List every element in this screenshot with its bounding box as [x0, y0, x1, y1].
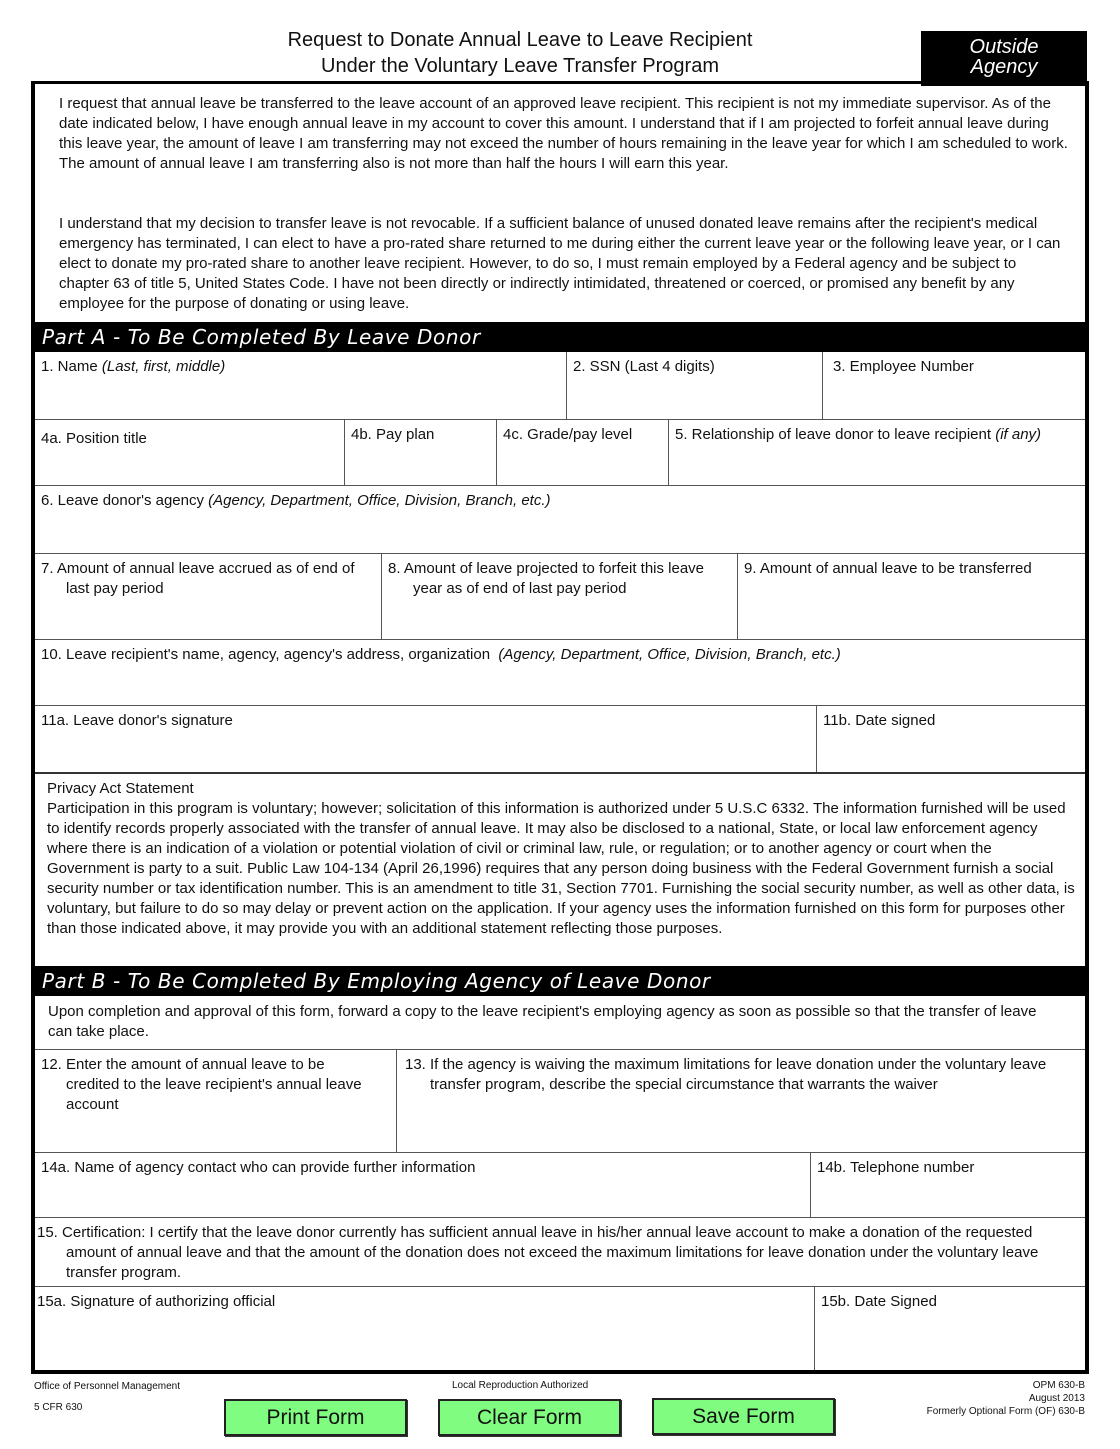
field-agency-contact[interactable] — [35, 1153, 811, 1218]
form-title-line2: Under the Voluntary Leave Transfer Program — [321, 55, 719, 77]
field-recipient-info[interactable] — [35, 640, 1085, 706]
field-leave-forfeit[interactable] — [382, 554, 738, 640]
field-donor-date-signed-label: 11b. Date signed — [823, 712, 936, 729]
clear-form-button[interactable]: Clear Form — [438, 1399, 621, 1436]
leave-accrued-input[interactable] — [41, 606, 375, 634]
intro-paragraph-1: I request that annual leave be transferred to the leave account of an approved leave recipient. This recipient is not my immediate supervisor. As of the date indicated below, I have enough annual leave in my account to cover this amount. I understand that if I am projected to forfeit annual leave during this leave year, the amount of leave I am transferring may not exceed the number of hours remaining in the leave year for which I am scheduled to work. The amount of annual leave I am transferring also is not more than half the hours I will earn this year. — [59, 95, 1068, 172]
field-grade-pay-level-label: 4c. Grade/pay level — [503, 426, 633, 443]
form-title-line1: Request to Donate Annual Leave to Leave Recipient — [287, 29, 753, 51]
privacy-body: Participation in this program is voluntary; however; solicitation of this information is authorized under 5 U.S.C 6332. The information furnished will be used to identify records properly associated with the transfer of annual leave. It may also be disclosed to a national, State, or local law enforcement agency where there is an indication of a violation or potential violation of civil or criminal law, rule, or regulation; or to another agency or court when the Government is party to a suit. Public Law 104-134 (April 26,1996) requires that any person doing business with the Federal Government furnish a social security number or tax identification number. This is an amendment to title 31, Section 7701. Furnishing the social security number, as well as other data, is voluntary, but failure to do so may delay or prevent action on the application. If your agency uses the information furnished on this form for purposes other than those indicated above, it may provide you with an additional statement reflecting those purposes. — [47, 800, 1075, 937]
field-leave-forfeit-label: 8. Amount of leave projected to forfeit this leave year as of end of last pay period — [388, 560, 705, 597]
field-waiver-circumstance-label: 13. If the agency is waiving the maximum limitations for leave donation under the voluntary leave transfer program, describe the special circumstance that warrants the waiver — [405, 1056, 1047, 1093]
privacy-heading: Privacy Act Statement — [47, 780, 194, 797]
print-form-button[interactable]: Print Form — [224, 1399, 407, 1436]
footer-form-date: August 2013 — [1028, 1393, 1085, 1404]
intro-paragraph-2: I understand that my decision to transfer leave is not revocable. If a sufficient balance of unused donated leave remains after the recipient's medical emergency has terminated, I can elect to have a pro-rated share returned to me during either the current leave year or the following leave year, or I can elect to donate my pro-rated share to another leave recipient. However, to do so, I must remain employed by a Federal agency and be subject to chapter 63 of title 5, United States Code. I have not been directly or indirectly intimidated, threatened or coerced, or promised any benefit by any employee for the purpose of donating or using leave. — [59, 215, 1061, 312]
field-leave-transferred-label: 9. Amount of annual leave to be transferred — [744, 560, 1032, 577]
credited-amount-input[interactable] — [41, 1120, 391, 1148]
field-waiver-circumstance[interactable] — [397, 1050, 1085, 1153]
field-ssn-label: 2. SSN (Last 4 digits) — [573, 358, 715, 375]
form-title — [200, 27, 840, 79]
field-leave-transferred[interactable] — [738, 554, 1085, 640]
telephone-number-input[interactable] — [817, 1183, 1079, 1213]
field-authorizing-signature-label: 15a. Signature of authorizing official — [37, 1293, 276, 1310]
field-recipient-info-hint: (Agency, Department, Office, Division, Branch, etc.) — [498, 646, 841, 663]
field-donor-agency-label: 6. Leave donor's agency — [41, 492, 209, 509]
relationship-input[interactable] — [675, 452, 1079, 480]
field-donor-date-signed[interactable] — [817, 706, 1085, 773]
recipient-info-input[interactable] — [41, 670, 1077, 700]
footer-agency: Office of Personnel Management — [34, 1381, 181, 1392]
field-telephone-number[interactable] — [811, 1153, 1085, 1218]
field-donor-agency[interactable] — [35, 486, 1085, 554]
donor-date-signed-input[interactable] — [823, 736, 1079, 766]
authorizing-date-signed-input[interactable] — [821, 1319, 1079, 1363]
donor-signature-input[interactable] — [41, 736, 811, 766]
field-relationship[interactable] — [669, 420, 1085, 486]
field-leave-accrued-label: 7. Amount of annual leave accrued as of end of last pay period — [41, 560, 355, 597]
donor-agency-input[interactable] — [41, 516, 1077, 548]
outside-agency-badge — [921, 31, 1087, 86]
part-a-heading: Part A - To Be Completed By Leave Donor — [35, 322, 1085, 352]
field-position-title[interactable] — [35, 420, 345, 486]
field-grade-pay-level[interactable] — [497, 420, 669, 486]
pay-plan-input[interactable] — [351, 452, 491, 480]
footer-cfr: 5 CFR 630 — [34, 1402, 83, 1413]
field-position-title-label: 4a. Position title — [41, 430, 147, 447]
employee-number-input[interactable] — [829, 382, 1079, 412]
field-recipient-info-label: 10. Leave recipient's name, agency, agency's address, organization — [41, 646, 499, 663]
field-donor-signature-label: 11a. Leave donor's signature — [41, 712, 233, 729]
leave-forfeit-input[interactable] — [388, 606, 732, 634]
footer-form-number: OPM 630-B — [1032, 1380, 1085, 1391]
divider — [35, 772, 1085, 774]
field-name-hint: (Last, first, middle) — [101, 358, 226, 375]
certification-statement: 15. Certification: I certify that the leave donor currently has sufficient annual leave in his/her annual leave account to make a donation of the requested amount of annual leave and that the amount of the donation does not exceed the maximum limitations for leave donation under the voluntary leave transfer program. — [37, 1224, 1039, 1281]
field-relationship-label: 5. Relationship of leave donor to leave recipient — [675, 426, 996, 443]
field-ssn[interactable] — [567, 352, 823, 420]
ssn-input[interactable] — [573, 382, 813, 412]
agency-contact-input[interactable] — [41, 1183, 805, 1213]
field-relationship-hint: (if any) — [995, 426, 1042, 443]
field-authorizing-date-signed[interactable] — [815, 1287, 1085, 1370]
save-form-button[interactable]: Save Form — [652, 1398, 835, 1435]
field-telephone-number-label: 14b. Telephone number — [817, 1159, 975, 1176]
field-employee-number[interactable] — [823, 352, 1085, 420]
part-b-instruction: Upon completion and approval of this form, forward a copy to the leave recipient's employing agency as soon as possible so that the transfer of leave can take place. — [48, 1003, 1037, 1040]
footer-reproduction: Local Reproduction Authorized — [452, 1380, 589, 1391]
field-donor-agency-hint: (Agency, Department, Office, Division, Branch, etc.) — [208, 492, 551, 509]
field-pay-plan-label: 4b. Pay plan — [351, 426, 435, 443]
field-leave-accrued[interactable] — [35, 554, 382, 640]
name-input[interactable] — [41, 382, 561, 412]
field-name-label: 1. Name — [41, 358, 102, 375]
waiver-circumstance-input[interactable] — [405, 1102, 1077, 1146]
field-credited-amount[interactable] — [35, 1050, 397, 1153]
field-employee-number-label: 3. Employee Number — [833, 358, 974, 375]
leave-transferred-input[interactable] — [744, 606, 1078, 634]
part-b-heading: Part B - To Be Completed By Employing Agency of Leave Donor — [35, 966, 1085, 996]
agency-badge-line1: Outside — [969, 36, 1039, 58]
divider — [35, 1217, 1085, 1218]
field-authorizing-signature[interactable] — [35, 1287, 815, 1370]
authorizing-signature-input[interactable] — [41, 1319, 809, 1363]
field-name[interactable] — [35, 352, 567, 420]
footer-former-form: Formerly Optional Form (OF) 630-B — [926, 1406, 1085, 1417]
field-agency-contact-label: 14a. Name of agency contact who can provide further information — [41, 1159, 476, 1176]
form-frame — [31, 81, 1089, 1374]
field-credited-amount-label: 12. Enter the amount of annual leave to be credited to the leave recipient's annual leave account — [41, 1056, 362, 1113]
field-pay-plan[interactable] — [345, 420, 497, 486]
field-authorizing-date-signed-label: 15b. Date Signed — [821, 1293, 937, 1310]
field-donor-signature[interactable] — [35, 706, 817, 773]
grade-pay-level-input[interactable] — [503, 452, 663, 480]
position-title-input[interactable] — [41, 452, 339, 480]
agency-badge-line2: Agency — [970, 56, 1038, 78]
